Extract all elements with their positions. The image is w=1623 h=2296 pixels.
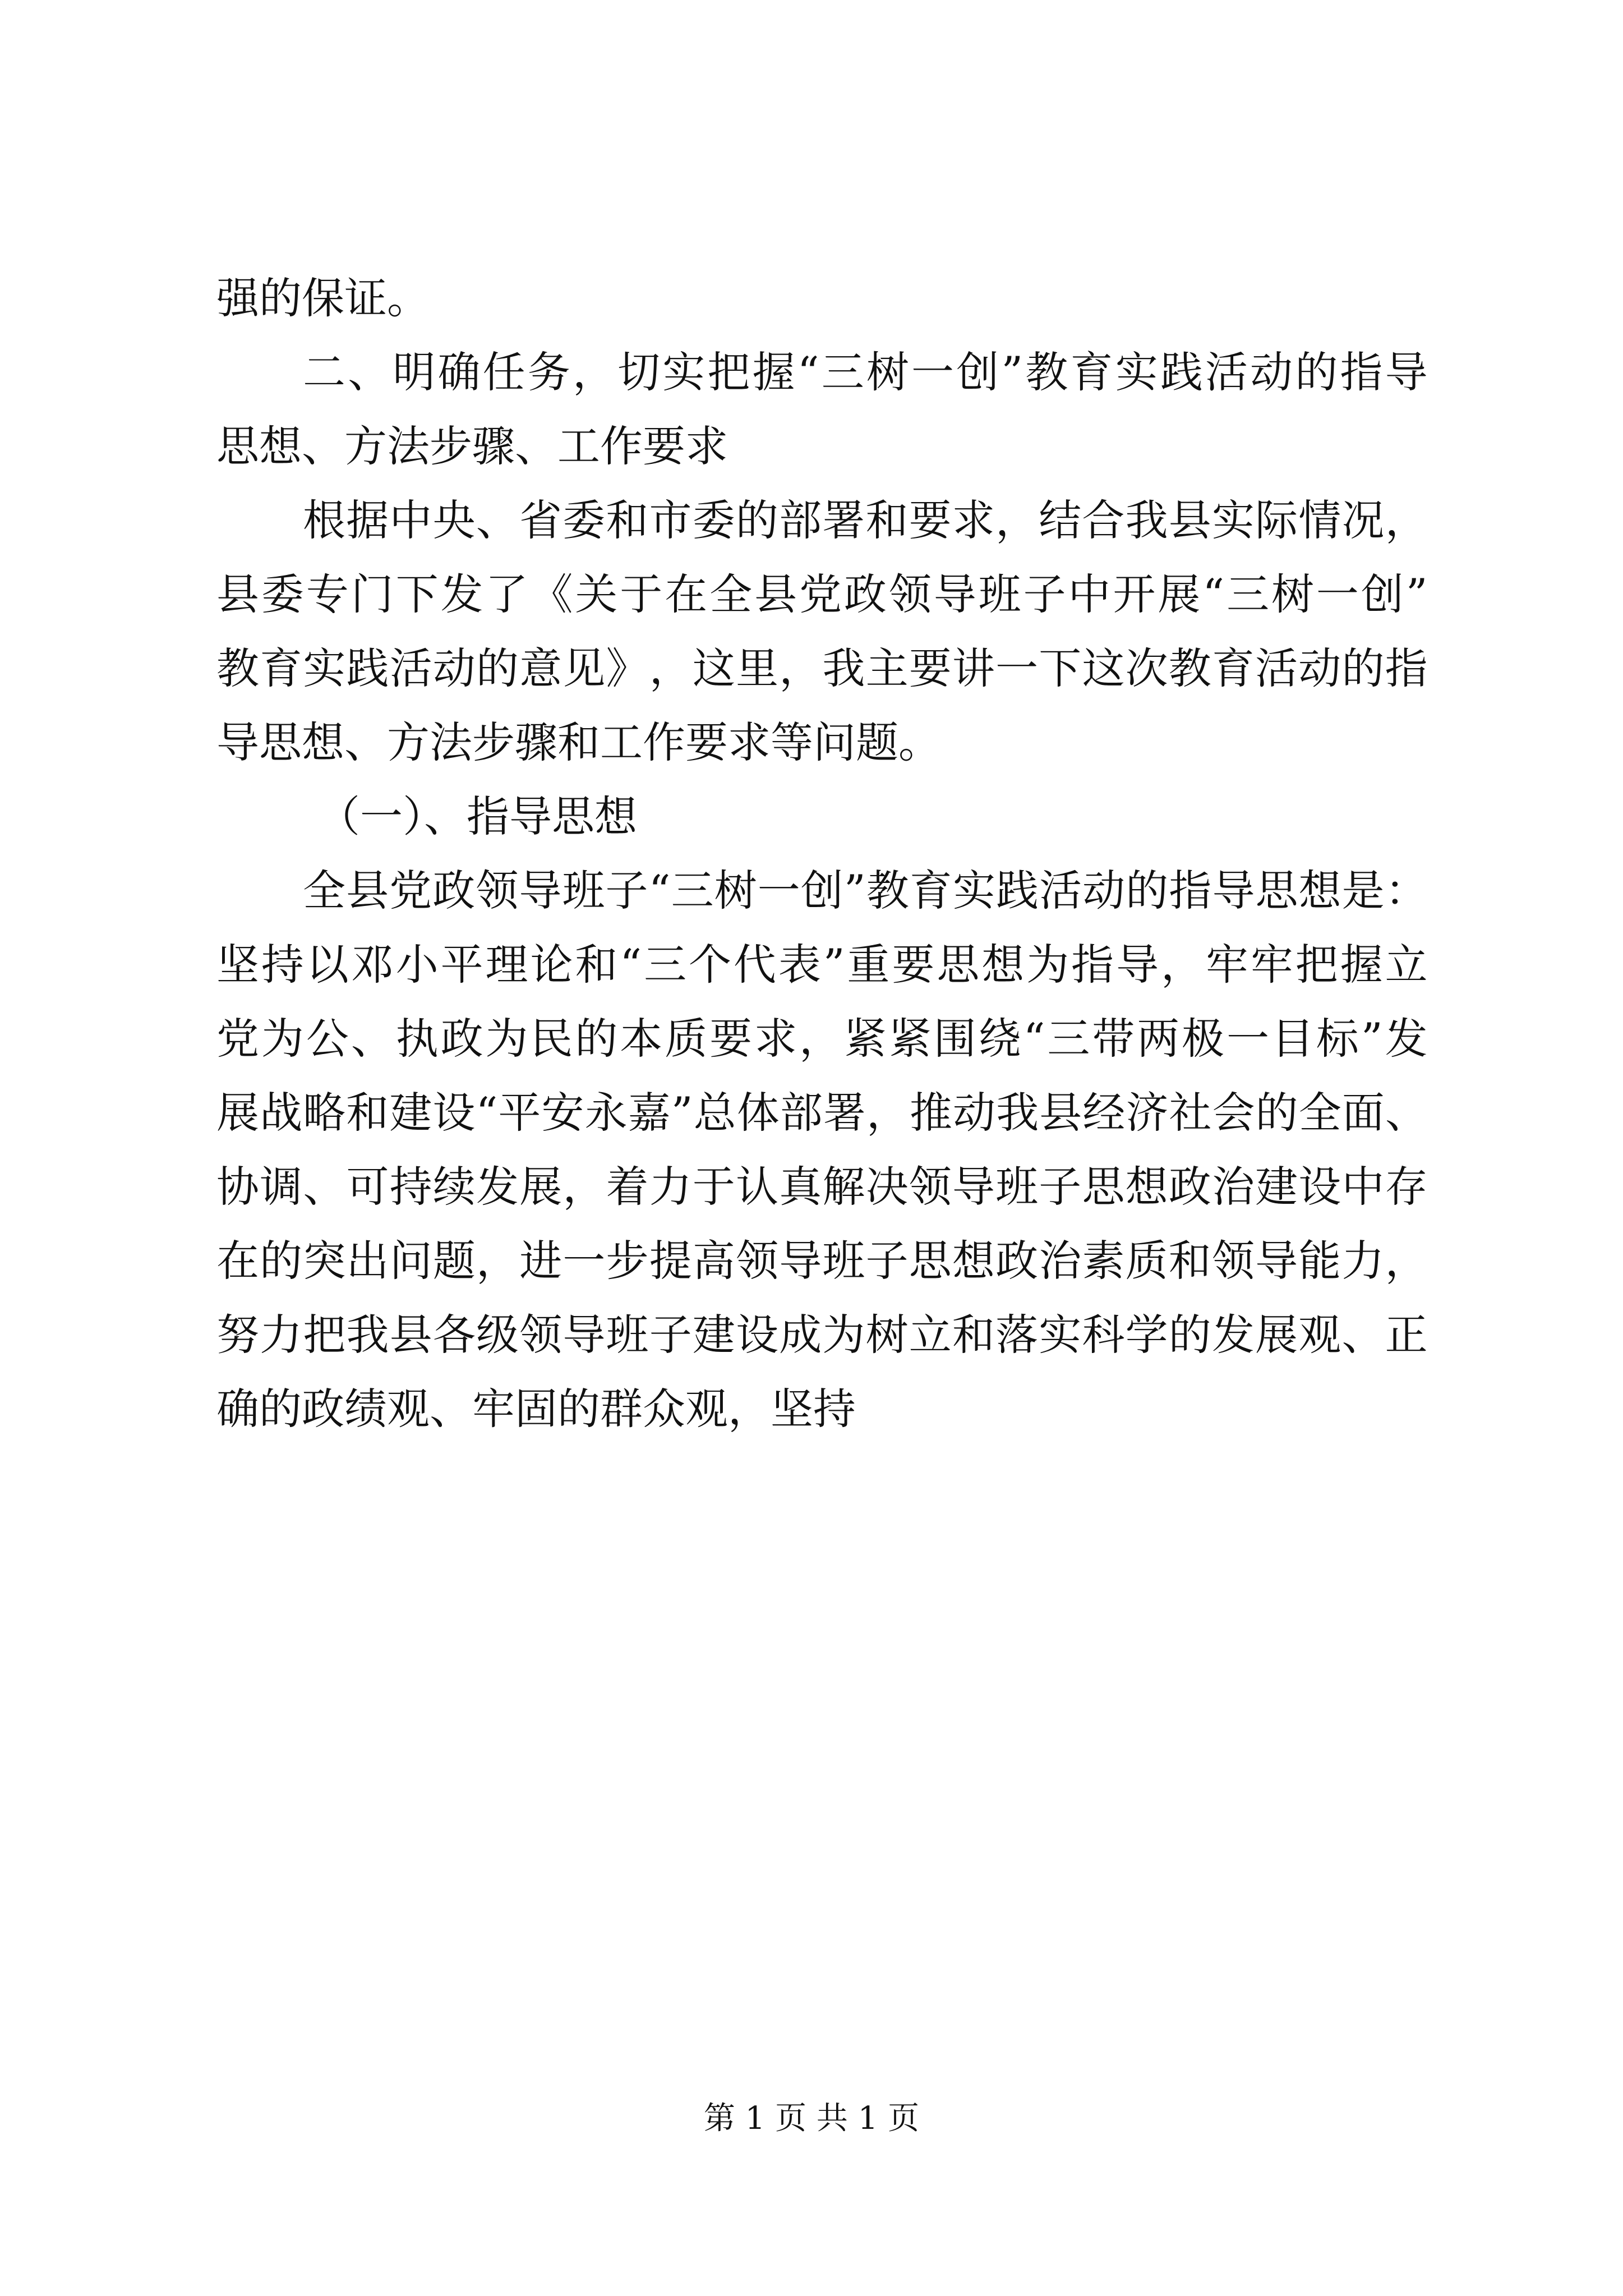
section-heading-line: 思想、方法步骤、工作要求 bbox=[216, 421, 728, 471]
paragraph-line: 根 据 中 央 、 省 委 和 市 委 的 部 署 和 要 求 ， 结 合 我 县 实 际 情 况 ， bbox=[303, 495, 1428, 545]
paragraph-line: 协 调 、 可 持 续 发 展 ， 着 力 于 认 真 解 决 领 导 班 子 思 想 政 治 建 设 中 存 bbox=[216, 1162, 1428, 1212]
paragraph-line: 在 的 突 出 问 题 ， 进 一 步 提 高 领 导 班 子 思 想 政 治 素 质 和 领 导 能 力 ， bbox=[216, 1236, 1428, 1286]
paragraph-line: 展 战 略 和 建 设 “ 平 安 永 嘉 ” 总 体 部 署 ， 推 动 我 县 经 济 社 会 的 全 面 、 bbox=[216, 1088, 1428, 1138]
paragraph-line: 党 为 公 、 执 政 为 民 的 本 质 要 求 ， 紧 紧 围 绕 “ 三 带 两 极 一 目 标 ” 发 bbox=[216, 1014, 1428, 1064]
paragraph-line: 教 育 实 践 活 动 的 意 见 》 ， 这 里 ， 我 主 要 讲 一 下 这 次 教 育 活 动 的 指 bbox=[216, 643, 1428, 693]
paragraph-line: 努 力 把 我 县 各 级 领 导 班 子 建 设 成 为 树 立 和 落 实 科 学 的 发 展 观 、 正 bbox=[216, 1310, 1428, 1360]
paragraph-line: 确的政绩观、牢固的群众观，坚持 bbox=[216, 1384, 856, 1434]
section-heading-line: 二 、 明 确 任 务 ， 切 实 把 握 “ 三 树 一 创 ” 教 育 实 践 活 动 的 指 导 bbox=[303, 347, 1428, 397]
paragraph-line: 导思想、方法步骤和工作要求等问题。 bbox=[216, 717, 941, 767]
subsection-heading: （一）、指导思想 bbox=[317, 792, 637, 841]
body-text bbox=[216, 261, 1428, 1446]
paragraph-line: 县 委 专 门 下 发 了 《 关 于 在 全 县 党 政 领 导 班 子 中 开 展 “ 三 树 一 创 ” bbox=[216, 569, 1428, 619]
page-footer: 第 1 页 共 1 页 bbox=[703, 2100, 920, 2137]
paragraph-line: 坚 持 以 邓 小 平 理 论 和 “ 三 个 代 表 ” 重 要 思 想 为 指 导 ， 牢 牢 把 握 立 bbox=[216, 940, 1428, 990]
paragraph-line: 全 县 党 政 领 导 班 子 “ 三 树 一 创 ” 教 育 实 践 活 动 的 指 导 思 想 是 ： bbox=[303, 866, 1428, 915]
text-line: 强的保证。 bbox=[216, 273, 430, 323]
